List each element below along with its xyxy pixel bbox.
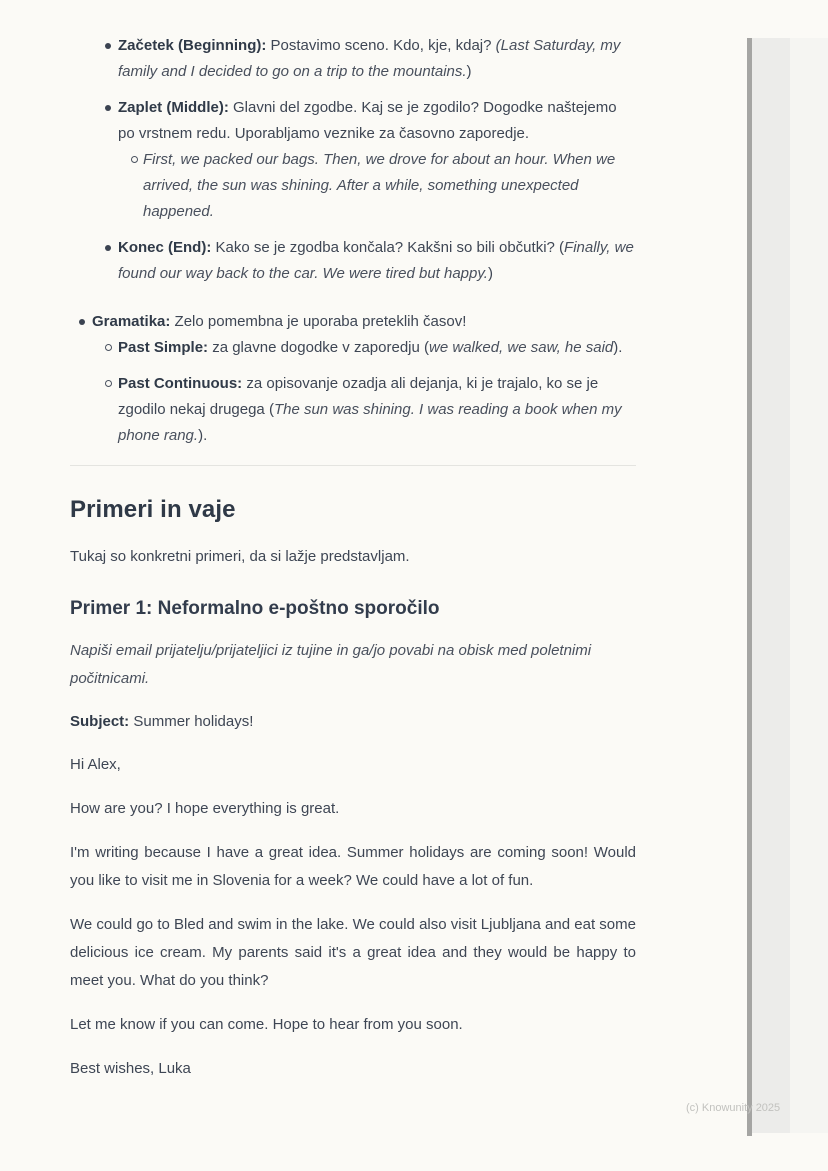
page-edge-strip: [752, 38, 790, 1133]
email-subject-line: [70, 709, 636, 735]
circle-bullet-icon: [105, 344, 112, 351]
task-prompt: Napiši email prijatelju/prijateljici iz tujine in ga/jo povabi na obisk med poletnimi počitnicami.: [70, 642, 592, 687]
list-item: [70, 235, 636, 287]
bullet-icon: [105, 245, 111, 251]
copyright-watermark: (c) Knowunity 2025: [686, 1102, 781, 1114]
list-item-text: Zaplet (Middle): Glavni del zgodbe. Kaj se je zgodilo? Dogodke naštejemo po vrstnem redu. Uporabljamo veznike za časovno zaporedje.: [118, 99, 617, 142]
list-item: [70, 335, 636, 361]
example-heading: Primer 1: Neformalno e-poštno sporočilo: [70, 598, 440, 619]
list-item: [70, 371, 636, 449]
list-item: [70, 95, 636, 147]
list-item-text: Konec (End): Kako se je zgodba končala? Kakšni so bili občutki? (Finally, we found our way back to the car. We were tired but happy.): [118, 239, 634, 282]
email-paragraph: How are you? I hope everything is great.: [70, 800, 340, 817]
list-item-text: First, we packed our bags. Then, we drove for about an hour. When we arrived, the sun was shining. After a while, something unexpected happened.: [143, 151, 616, 220]
email-paragraph: Let me know if you can come. Hope to hear from you soon.: [70, 1016, 463, 1033]
list-item-text: Začetek (Beginning): Postavimo sceno. Kdo, kje, kdaj? (Last Saturday, my family and I decided to go on a trip to the mountains.): [118, 37, 621, 80]
bullet-icon: [105, 105, 111, 111]
notes-content: [70, 33, 636, 1083]
list-item-text: Gramatika: Zelo pomembna je uporaba preteklih časov!: [92, 313, 467, 330]
bullet-icon: [79, 319, 85, 325]
list-item: [70, 147, 636, 225]
subject-label: Subject:: [70, 713, 130, 730]
page-edge-line: [747, 38, 752, 1136]
section-heading: Primeri in vaje: [70, 496, 236, 523]
email-paragraph: Hi Alex,: [70, 756, 121, 773]
email-paragraph: We could go to Bled and swim in the lake. We could also visit Ljubljana and eat some delicious ice cream. My parents said it's a great idea and they would be happy to meet you. What do you think?: [70, 916, 636, 989]
subject-value: Summer holidays!: [129, 713, 254, 730]
section-intro: Tukaj so konkretni primeri, da si lažje predstavljam.: [70, 548, 410, 565]
bullet-icon: [105, 43, 111, 49]
notes-bullet-list: [70, 33, 636, 449]
page-edge-background: [790, 38, 828, 1133]
email-paragraph: I'm writing because I have a great idea. Summer holidays are coming soon! Would you like to visit me in Slovenia for a week? We could have a lot of fun.: [70, 844, 636, 889]
email-body: [70, 751, 636, 1083]
circle-bullet-icon: [131, 156, 138, 163]
section-divider: [70, 465, 636, 466]
list-item: [70, 309, 636, 335]
circle-bullet-icon: [105, 380, 112, 387]
list-item-text: Past Continuous: za opisovanje ozadja ali dejanja, ki je trajalo, ko se je zgodilo nekaj drugega (The sun was shining. I was reading a book when my phone rang.).: [118, 375, 622, 444]
email-signature: Best wishes, Luka: [70, 1060, 191, 1077]
list-item-text: Past Simple: za glavne dogodke v zaporedju (we walked, we saw, he said).: [118, 339, 623, 356]
list-item: [70, 33, 636, 85]
